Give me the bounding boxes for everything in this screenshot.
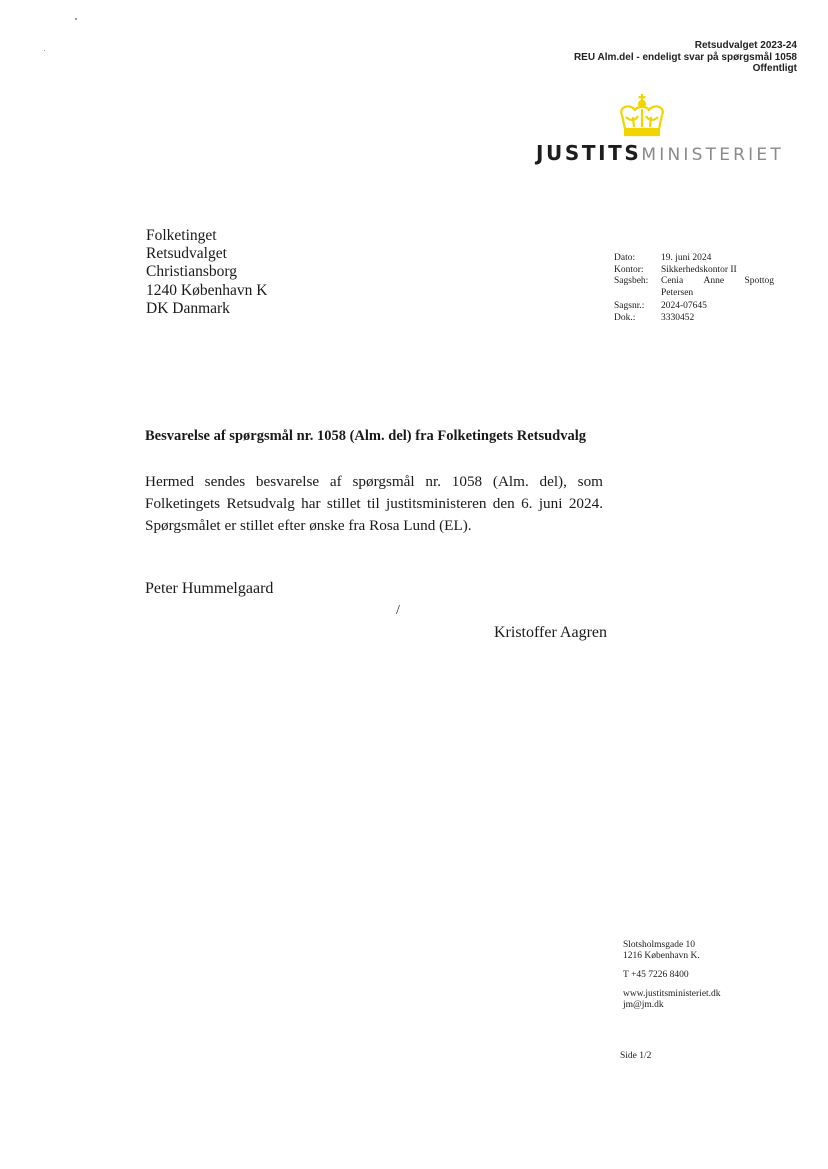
document-reference-header bbox=[574, 40, 797, 75]
meta-row-document bbox=[614, 313, 774, 325]
scan-speck bbox=[75, 18, 77, 20]
body-line: Hermed sendes besvarelse af spørgsmål nr. 1058 (Alm. del), som bbox=[145, 473, 603, 490]
meta-value: 3330452 bbox=[661, 312, 695, 323]
handler-name-part: Cenia bbox=[661, 276, 684, 286]
signatory-minister: Peter Hummelgaard bbox=[145, 580, 274, 597]
footer-phone: T +45 7226 8400 bbox=[623, 970, 689, 980]
handler-name-part: Spottog bbox=[744, 276, 774, 286]
ministry-contact-footer bbox=[623, 940, 721, 1011]
recipient-line: Christiansborg bbox=[146, 263, 237, 281]
document-reference: REU Alm.del - endeligt svar på spørgsmål 1058 bbox=[573, 51, 797, 63]
meta-label: Sagsbeh: bbox=[614, 276, 649, 286]
footer-email: jm@jm.dk bbox=[623, 1000, 664, 1010]
letter-body bbox=[145, 471, 603, 537]
meta-row-handler bbox=[614, 276, 774, 288]
meta-value: Sikkerhedskontor II bbox=[661, 264, 737, 275]
footer-street: Slotsholmsgade 10 bbox=[623, 940, 696, 950]
meta-value bbox=[661, 276, 774, 288]
committee-session: Retsudvalget 2023-24 bbox=[694, 40, 797, 51]
footer-city: 1216 København K. bbox=[623, 951, 700, 961]
meta-label: Sagsnr.: bbox=[614, 301, 645, 311]
footer-website: www.justitsministeriet.dk bbox=[623, 989, 721, 999]
scan-speck bbox=[44, 50, 45, 51]
recipient-line: Folketinget bbox=[146, 227, 217, 244]
meta-row-office bbox=[614, 265, 774, 277]
handler-name-part: Anne bbox=[703, 276, 725, 286]
classification-label: Offentligt bbox=[752, 63, 797, 74]
handler-name-part: Petersen bbox=[661, 287, 694, 298]
recipient-line: DK Danmark bbox=[146, 299, 230, 317]
ministry-wordmark bbox=[536, 140, 784, 168]
recipient-line: Retsudvalget bbox=[146, 245, 227, 263]
case-metadata bbox=[614, 253, 774, 324]
body-line: Folketingets Retsudvalg har stillet til justitsministeren den 6. juni 2024. bbox=[145, 495, 603, 512]
letter-subject: Besvarelse af spørgsmål nr. 1058 (Alm. del) fra Folketingets Retsudvalg bbox=[145, 428, 587, 444]
recipient-address bbox=[146, 227, 267, 318]
signatory-official: Kristoffer Aagren bbox=[494, 624, 607, 641]
signature-separator: / bbox=[396, 603, 400, 618]
wordmark-bold: JUSTITS bbox=[536, 141, 642, 165]
wordmark-light: MINISTERIET bbox=[641, 145, 784, 165]
meta-label: Dok.: bbox=[614, 312, 636, 323]
meta-row-handler-cont bbox=[614, 288, 774, 300]
page-number: Side 1/2 bbox=[620, 1051, 652, 1061]
meta-label: Dato: bbox=[614, 253, 636, 263]
meta-row-case-number bbox=[614, 301, 774, 313]
meta-label: Kontor: bbox=[614, 264, 644, 275]
meta-row-date bbox=[614, 253, 774, 265]
recipient-line: 1240 København K bbox=[146, 281, 268, 299]
meta-value: 19. juni 2024 bbox=[661, 253, 712, 263]
body-line: Spørgsmålet er stillet efter ønske fra Rosa Lund (EL). bbox=[145, 517, 472, 534]
crown-icon bbox=[616, 93, 668, 137]
meta-value: 2024-07645 bbox=[661, 301, 707, 311]
